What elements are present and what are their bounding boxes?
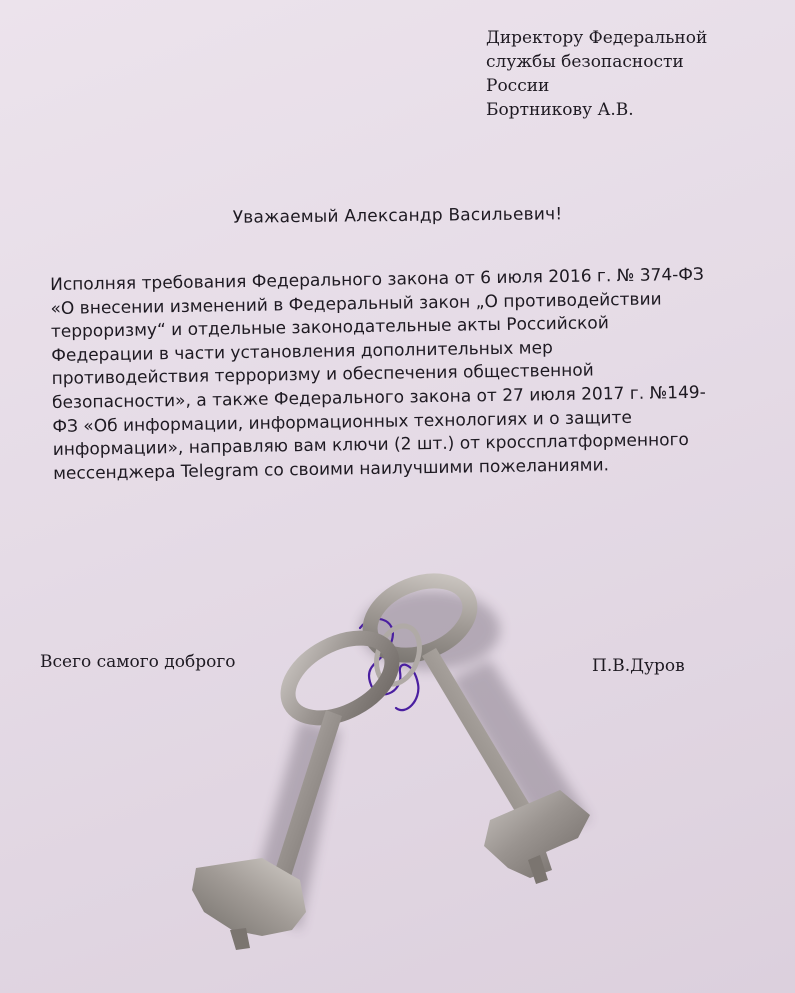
body-line: терроризму“ и отдельные законодательные акты Российской — [50, 313, 609, 343]
body-line: противодействия терроризму и обеспечения общественной — [51, 360, 594, 390]
signer-name: П.В.Дуров — [592, 656, 685, 676]
body-line: мессенджера Telegram со своими наилучшими пожеланиями. — [52, 454, 610, 484]
addressee-line: России — [486, 76, 550, 96]
body-line: безопасности», а также Федерального закона от 27 июля 2017 г. №149- — [51, 382, 706, 413]
body-line: Исполняя требования Федерального закона от 6 июля 2016 г. № 374-ФЗ — [50, 264, 705, 295]
addressee-line: Директору Федеральной — [486, 28, 708, 48]
addressee-line: Бортникову А.В. — [486, 100, 634, 120]
addressee-line: службы безопасности — [486, 52, 684, 72]
body-line: информации», направляю вам ключи (2 шт.) от кроссплатформенного — [52, 430, 690, 461]
closing-text: Всего самого доброго — [40, 652, 236, 672]
body-line: Федерации в части установления дополнительных мер — [51, 337, 553, 366]
body-line: «О внесении изменений в Федеральный закон „О противодействии — [50, 288, 662, 319]
body-line: ФЗ «Об информации, информационных технологиях и о защите — [52, 407, 632, 437]
salutation: Уважаемый Александр Васильевич! — [232, 204, 563, 228]
